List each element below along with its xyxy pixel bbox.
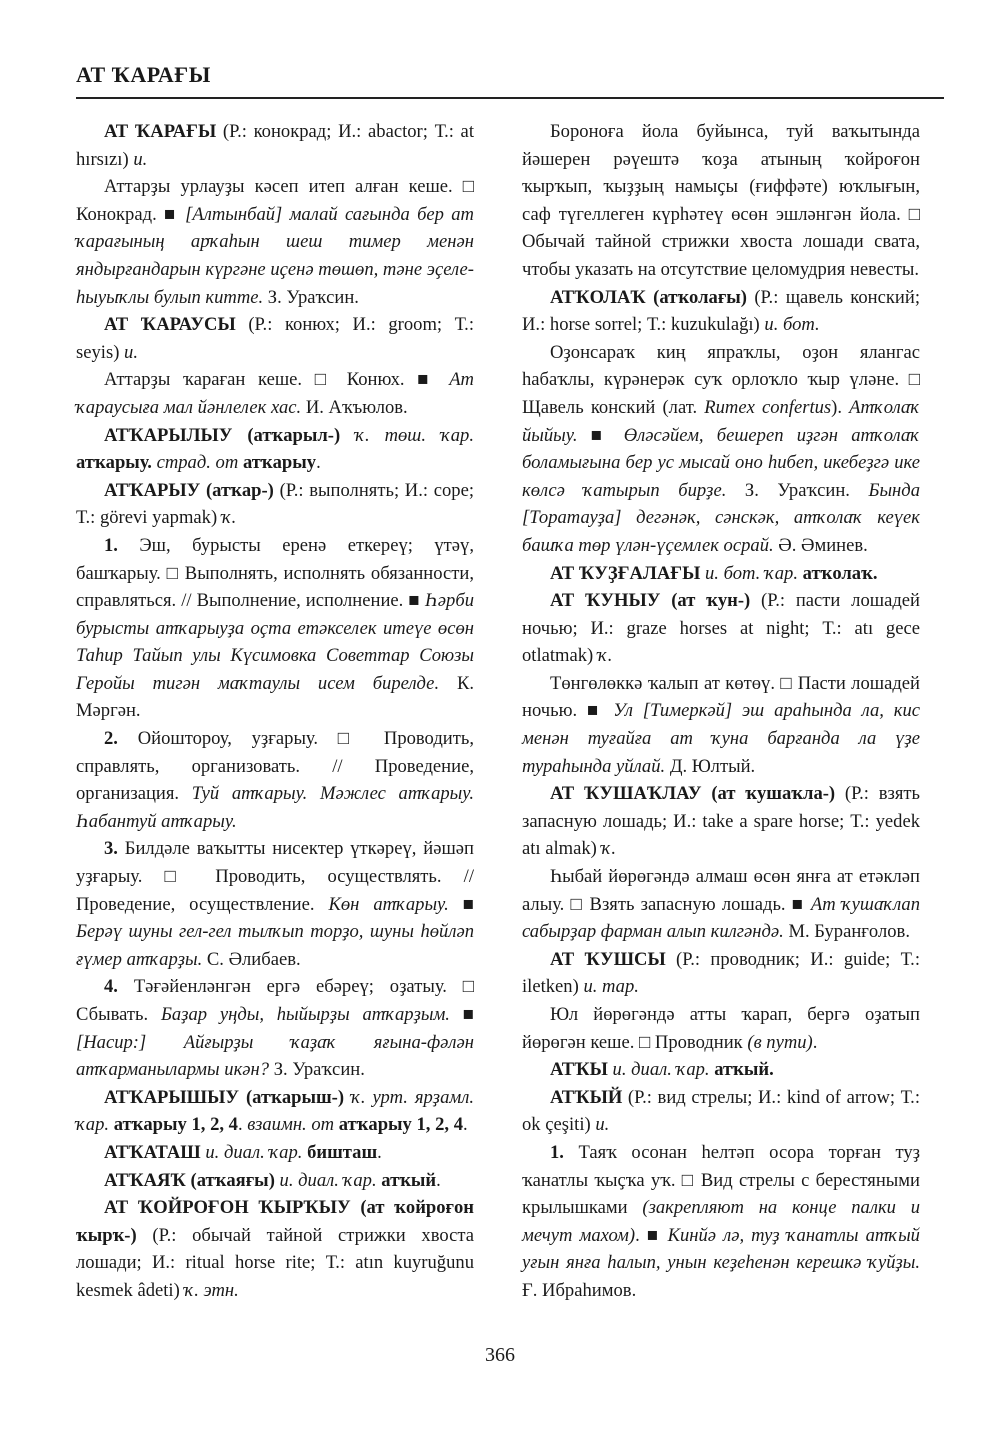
headword-text: атҡый xyxy=(381,1169,437,1191)
body-text: С. Әлибаев. xyxy=(202,948,301,970)
body-text: Ә. Әминев. xyxy=(773,534,868,556)
body-text: . xyxy=(812,1031,818,1053)
body-text: ■ xyxy=(577,424,624,446)
dictionary-paragraph xyxy=(76,725,474,835)
italic-text: Туй атҡарыу. Мәжлес атҡарыу. Һабантуй атҡарыу. xyxy=(76,783,474,832)
header-rule xyxy=(76,97,944,99)
dictionary-paragraph xyxy=(522,560,920,588)
body-text: Таяҡ осонан һелтәп осора торған туҙ ҡанатлы ҡыҫҡа уҡ. □ Вид стрелы с берестяными крылышками xyxy=(522,1141,920,1219)
body-text: . xyxy=(237,1114,248,1136)
headword-text: АТ ҠАРАУСЫ xyxy=(104,314,236,336)
left-column xyxy=(76,118,474,1305)
body-text: (Р.: взять запасную лошадь; И.: take a spare horse; Т.: yedek atı almak) xyxy=(522,783,920,860)
dictionary-paragraph xyxy=(76,366,474,421)
italic-text: ҡ. xyxy=(597,645,613,667)
dictionary-paragraph xyxy=(522,863,920,946)
body-text: З. Ураҡсин. xyxy=(726,479,869,501)
body-text: Юл йөрөгәндә атты ҡарап, бергә оҙатып йөрөгән кеше. □ Проводник xyxy=(522,1004,920,1053)
italic-text: Көн атҡарыу. xyxy=(328,893,449,915)
headword-text: АТ ҠАРАҒЫ xyxy=(104,121,217,142)
body-text: М. Буранғолов. xyxy=(783,921,910,943)
dictionary-paragraph xyxy=(522,670,920,780)
dictionary-paragraph xyxy=(522,587,920,670)
dictionary-paragraph xyxy=(522,339,920,560)
headword-text: АТҠАЯҠ (атҡаяғы) xyxy=(104,1169,275,1191)
italic-text: ҡ. урт. ярҙамл. ҡар. xyxy=(76,1086,474,1136)
italic-text: (в пути) xyxy=(747,1031,813,1053)
dictionary-paragraph xyxy=(522,1139,920,1305)
dictionary-paragraph xyxy=(76,532,474,725)
running-head: АТ ҠАРАҒЫ xyxy=(76,62,211,87)
italic-text: Баҙар уңды, һыйырҙы атҡарҙым. xyxy=(160,1004,450,1025)
body-text: Д. Юлтый. xyxy=(665,755,756,777)
body-text: З. Ураҡсин. xyxy=(263,286,359,308)
body-text: И. Аҡъюлов. xyxy=(301,396,408,418)
page-number: 366 xyxy=(485,1344,515,1366)
body-text: Төнгөлөккә ҡалып ат көтөү. □ Пасти лошадей ночью. ■ xyxy=(522,672,920,722)
headword-text: бишташ xyxy=(307,1141,378,1163)
italic-text: ҡ. xyxy=(221,507,237,529)
headword-text: АТҠЫЙ xyxy=(550,1086,623,1108)
headword-text: атҡарыу xyxy=(242,452,317,474)
headword-text: АТ ҠУНЫУ (ат ҡун-) xyxy=(550,590,751,612)
headword-text: АТҠАРЫУ (атҡар-) xyxy=(104,479,274,501)
dictionary-paragraph xyxy=(76,1139,474,1167)
headword-text: 2. xyxy=(104,728,118,750)
body-text: Һыбай йөрөгәндә алмаш өсөн янға ат етәкләп алыу. □ Взять запасную лошадь. ■ xyxy=(522,866,920,915)
headword-text: 1. xyxy=(550,1141,564,1163)
italic-text: и. xyxy=(595,1114,610,1136)
italic-text: Һәрби бурысты атҡарыуҙа оҫта етәкселек итеүе өсөн Таһир Тайып улы Күсимовка Советтар Союзы Геройы тигән маҡтаулы исем бирелде. xyxy=(76,590,474,694)
italic-text: ҡ. xyxy=(601,838,616,860)
italic-text: Ат ҡушаҡлап сабырҙар фарман алып килгәндә. xyxy=(522,893,920,943)
body-text: Ғ. Ибраһимов. xyxy=(522,1279,637,1301)
body-text: Бороноға йола буйынса, туй ваҡытында йәшерен рәүештә ҡоҙа атының ҡойроғон ҡырҡып, ҡыҙҙың намыҫы (ғиффәте) юҡлығын, саф түгеллеген күрһәтеү өсөн эшләнгән йола. □ Обычай тайной стрижки хвоста лошади свата, чтобы указать на отсутствие целомудрия невесты. xyxy=(522,121,920,280)
headword-text: атҡарыу. xyxy=(76,452,152,474)
headword-text: атҡарыу 1, 2, 4 xyxy=(338,1114,463,1136)
body-text: Аттарҙы ҡараған кеше. □ Конюх. ■ xyxy=(104,369,450,391)
body-text: (Р.: выполнять; И.: cope; Т.: görevi yapmak) xyxy=(76,479,475,529)
dictionary-paragraph xyxy=(522,284,920,339)
body-text: Оҙонсараҡ киң япраҡлы, оҙон ялангас һабаҡлы, күрәнерәк суҡ орлоҡло ҡыр үләне. □ Щавель конский (лат. xyxy=(522,341,920,418)
italic-text: и. xyxy=(124,341,138,363)
headword-text: 1. xyxy=(104,534,118,556)
body-text: Эш, бурысты еренә еткереү; үтәү, башҡарыу. □ Выполнять, исполнять обязанности, справляться. // Выполнение, исполнение. ■ xyxy=(76,534,474,612)
italic-text: и. тар. xyxy=(583,976,639,998)
italic-text: Ул [Тимеркәй] эш араһында ла, кис менән туғайға ат ҡуна барғанда ла үҙе тураһында уйлай. xyxy=(522,700,920,777)
body-text: (Р.: обычай тайной стрижки хвоста лошади; И.: ritual horse rite; Т.: atın kuyruğunu kesmek âdeti) xyxy=(76,1224,474,1301)
italic-text: и. бот. ҡар. xyxy=(705,562,798,584)
body-text: (Р.: вид стрелы; И.: kind of arrow; Т.: ok çeşiti) xyxy=(522,1086,920,1136)
body-text: . xyxy=(377,1141,382,1163)
italic-text: Берәү шуны гел-гел тылҡып торҙо, шуны һөйләп ғүмер атҡарҙы. xyxy=(76,921,474,970)
dictionary-paragraph xyxy=(76,973,474,1083)
body-text: ■ xyxy=(449,1004,474,1025)
dictionary-paragraph xyxy=(522,780,920,863)
dictionary-paragraph xyxy=(522,1001,920,1056)
italic-text: ҡ. этн. xyxy=(184,1279,239,1301)
headword-text: АТҠАРЫШЫУ (атҡарыш-) xyxy=(104,1086,345,1108)
headword-text: АТ ҠУШАҠЛАУ (ат ҡушаҡла-) xyxy=(550,783,836,805)
italic-text: и. диал. ҡар. xyxy=(205,1141,303,1163)
right-column xyxy=(522,118,920,1305)
italic-text: и. xyxy=(133,148,148,170)
italic-text: ҡ. төш. ҡар. xyxy=(355,424,474,446)
body-text: (Р.: конокрад; И.: abactor; Т.: at hırsızı) xyxy=(76,121,474,170)
dictionary-paragraph xyxy=(76,173,474,311)
headword-text: АТҠАРЫЛЫУ (атҡарыл-) xyxy=(104,424,341,446)
body-text: . xyxy=(316,452,321,474)
headword-text: 3. xyxy=(104,838,118,860)
body-text: Билдәле ваҡытты нисектер үткәреү, йәшәп уҙғарыу. □ Проводить, осуществлять. // Проведение, осуществление. xyxy=(76,838,474,915)
italic-text: и. бот. xyxy=(764,314,820,336)
headword-text: атҡолаҡ. xyxy=(802,562,878,584)
body-text: Ойоштороу, уҙғарыу. □ Проводить, справлять, организовать. // Проведение, организация. xyxy=(76,728,474,805)
body-text: Аттарҙы урлауҙы кәсеп итеп алған кеше. □ Конокрад. ■ xyxy=(76,176,474,225)
headword-text: АТ ҠОЙРОҒОН ҠЫРҠЫУ (ат ҡойроғон ҡырҡ-) xyxy=(76,1197,474,1246)
italic-text: (закрепляют на конце палки и мечут махом) xyxy=(522,1197,920,1246)
body-text: К. Мәргән. xyxy=(76,672,474,722)
body-text: Тәғәйенләнгән ергә ебәреү; оҙатыу. □ Сбывать. xyxy=(76,976,474,1025)
headword-text: АТ ҠУШСЫ xyxy=(550,948,666,970)
italic-text: страд. от xyxy=(156,452,239,474)
body-text: (Р.: проводник; И.: guide; Т.: iletken) xyxy=(522,948,920,998)
dictionary-paragraph xyxy=(522,946,920,1001)
headword-text: АТҠЫ xyxy=(550,1059,608,1081)
headword-text: атҡарыу 1, 2, 4 xyxy=(113,1114,238,1136)
italic-text: [Алтынбай] малай сағында бер ат ҡарағының арҡаһын шеш тимер менән яндырғандарын күргәне иҫенә төшөп, тәне эҫеле-һыуыҡлы булып китте. xyxy=(76,203,474,308)
dictionary-paragraph xyxy=(76,835,474,973)
italic-text: [Насир:] Айғырҙы ҡаҙаҡ яғына-фәлән атҡарманылармы икән? xyxy=(76,1031,474,1081)
headword-text: атҡый. xyxy=(714,1059,774,1081)
dictionary-paragraph xyxy=(76,1167,474,1195)
dictionary-paragraph xyxy=(76,422,474,477)
body-text: . ■ xyxy=(635,1224,668,1246)
dictionary-paragraph xyxy=(76,477,474,532)
headword-text: АТҠОЛАҠ (атҡолағы) xyxy=(550,286,747,308)
dictionary-paragraph xyxy=(76,311,474,366)
dictionary-paragraph xyxy=(522,118,920,284)
headword-text: АТҠАТАШ xyxy=(104,1141,201,1163)
body-text: ■ xyxy=(448,893,474,915)
dictionary-paragraph xyxy=(522,1056,920,1084)
italic-text: Бында [Торатауҙа] дегәнәк, сәнскәк, атҡолаҡ кеүек башҡа төр үлән-үҫемлек осрай. xyxy=(522,479,920,556)
body-text: (Р.: пасти лошадей ночью; И.: graze horses at night; Т.: atı gece otlatmak) xyxy=(522,590,920,667)
dictionary-paragraph xyxy=(76,1194,474,1304)
body-text: . xyxy=(436,1169,441,1191)
dictionary-paragraph xyxy=(76,118,474,173)
body-text xyxy=(340,425,355,446)
body-text: . xyxy=(463,1114,468,1136)
italic-text: Rumex confertus xyxy=(704,396,832,418)
dictionary-paragraph xyxy=(522,1084,920,1139)
italic-text: Өләсәйем, бешереп иҙгән атҡолаҡ боламығына бер ус мысай оно һибеп, икебеҙгә ике көлсә ҡатырып бирҙе. xyxy=(522,424,920,501)
body-text: З. Ураҡсин. xyxy=(269,1059,365,1081)
headword-text: АТ ҠУҘҒАЛАҒЫ xyxy=(550,562,701,584)
body-text: (Р.: конюх; И.: groom; Т.: seyis) xyxy=(76,314,474,363)
italic-text: Ат ҡараусыға мал йәнлелек хас. xyxy=(76,369,474,418)
italic-text: взаимн. от xyxy=(247,1114,335,1136)
body-text: ). xyxy=(831,396,850,418)
dictionary-paragraph xyxy=(76,1084,474,1139)
headword-text: 4. xyxy=(104,976,118,998)
italic-text: и. диал. ҡар. xyxy=(279,1169,377,1191)
body-text xyxy=(344,1087,351,1108)
italic-text: Атҡолаҡ йыйыу. xyxy=(522,396,921,446)
italic-text: Кинйә лә, туҙ ҡанатлы атҡый уғын янға һалып, унын кеҙеһенән керешкә ҡуйҙы. xyxy=(522,1224,920,1274)
italic-text: и. диал. ҡар. xyxy=(612,1059,710,1081)
body-text: (Р.: щавель конский; И.: horse sorrel; Т.: kuzukulağı) xyxy=(522,286,920,336)
